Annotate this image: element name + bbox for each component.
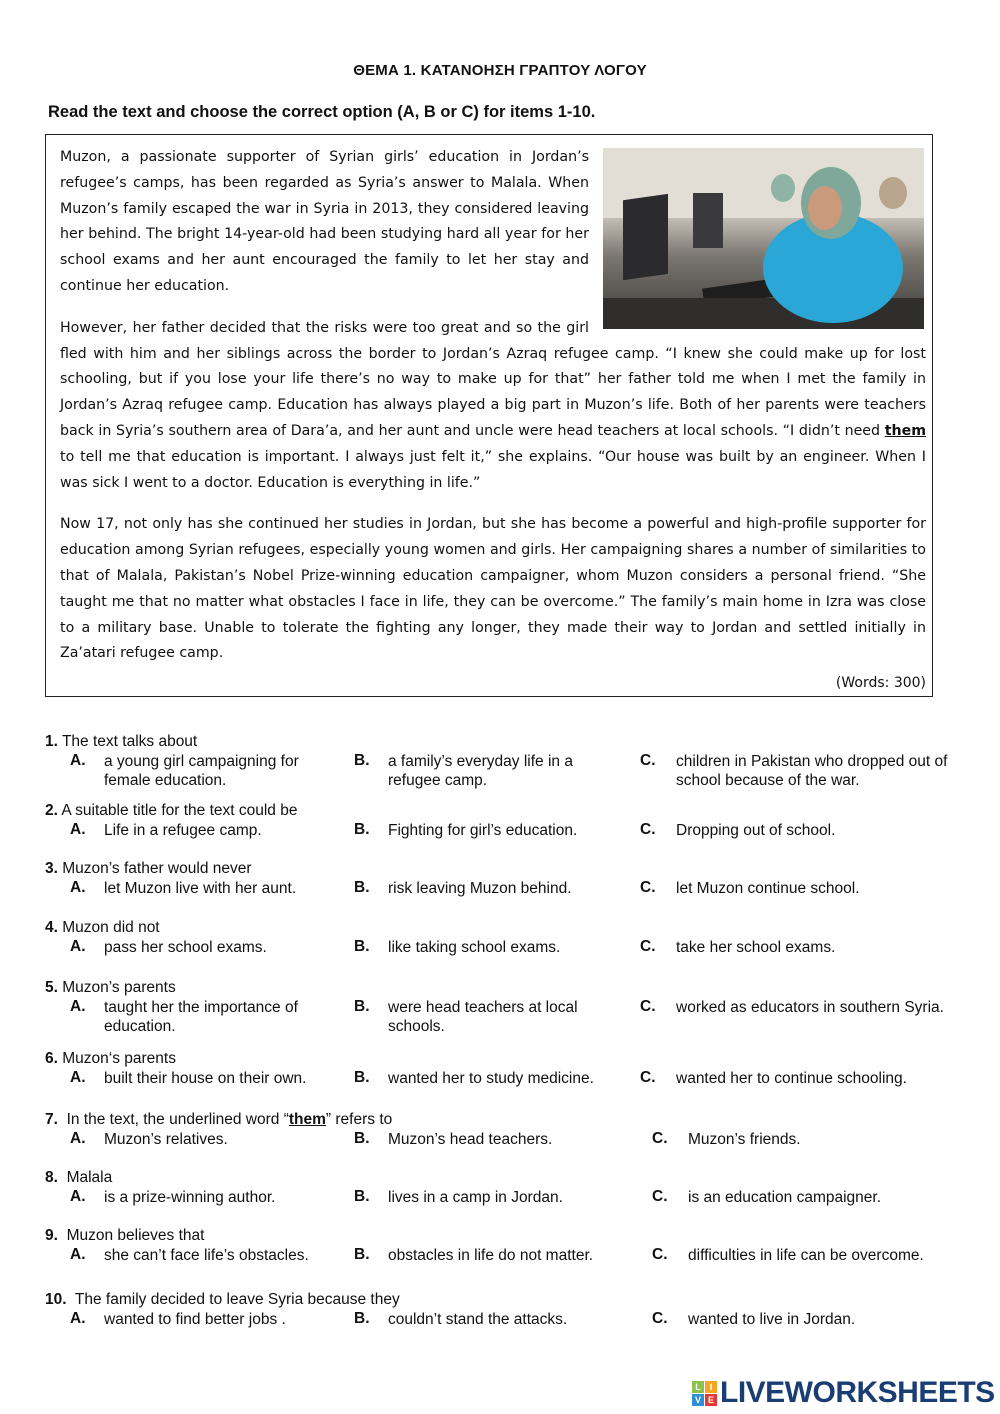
option-label: C. <box>640 998 656 1015</box>
option-label: C. <box>640 752 656 769</box>
option-label: B. <box>354 938 370 955</box>
option-label: A. <box>70 938 86 955</box>
logo-text: LIVEWORKSHEETS <box>720 1376 995 1409</box>
option-label: C. <box>652 1246 668 1263</box>
option-label: A. <box>70 998 86 1015</box>
option-a[interactable]: a young girl campaigning for female education. <box>104 753 299 789</box>
option-b[interactable]: were head teachers at local schools. <box>388 999 578 1035</box>
option-a[interactable]: she can’t face life’s obstacles. <box>104 1247 309 1264</box>
option-a[interactable]: is a prize-winning author. <box>104 1189 276 1206</box>
option-c[interactable]: worked as educators in southern Syria. <box>676 999 944 1016</box>
option-label: A. <box>70 1188 86 1205</box>
option-a[interactable]: wanted to find better jobs . <box>104 1311 286 1328</box>
passage-paragraph-1: Muzon, a passionate supporter of Syrian girls’ education in Jordan’s refugee’s camps, has been regarded as Syria’s answer to Malala. When Muzon’s family escaped the war in Syria in 2013, they considered leaving her behind. The bright 14-year-old had been studying hard all year for her school exams and her aunt encouraged the family to let her stay and continue her education. <box>60 149 589 294</box>
question-stem: 10. The family decided to leave Syria because they <box>45 1291 400 1308</box>
option-label: A. <box>70 1310 86 1327</box>
option-label: B. <box>354 1246 370 1263</box>
page-title: ΘΕΜΑ 1. ΚΑΤΑΝΟΗΣΗ ΓΡΑΠΤΟΥ ΛΟΓΟΥ <box>353 62 647 79</box>
logo-icon: L I V E <box>692 1381 717 1406</box>
option-a[interactable]: built their house on their own. <box>104 1070 307 1087</box>
option-label: B. <box>354 1069 370 1086</box>
option-b[interactable]: Muzon’s head teachers. <box>388 1131 553 1148</box>
option-label: B. <box>354 1310 370 1327</box>
passage-paragraph-3: Now 17, not only has she continued her studies in Jordan, but she has become a powerful and high-profile supporter for education among Syrian refugees, especially young women and girls. Her campaigning shares a number of similarities to that of Malala, Pakistan’s Nobel Prize-winning education campaigner, whom Muzon considers a personal friend. “She taught me that no matter what obstacles I face in life, they can be overcome.” The family’s main home in Izra was close to a military base. Unable to tolerate the fighting any longer, they made their way to Jordan and settled initially in Za’atari refugee camp. <box>60 516 926 662</box>
question-stem: 7. In the text, the underlined word “them” refers to <box>45 1111 393 1128</box>
question-stem: 3. Muzon’s father would never <box>45 860 252 877</box>
option-label: A. <box>70 879 86 896</box>
option-label: C. <box>652 1130 668 1147</box>
option-label: A. <box>70 752 86 769</box>
option-a[interactable]: taught her the importance of education. <box>104 999 298 1035</box>
question-stem: 1. The text talks about <box>45 733 198 750</box>
option-label: B. <box>354 1188 370 1205</box>
option-b[interactable]: couldn’t stand the attacks. <box>388 1311 568 1328</box>
question-stem: 6. Muzon‘s parents <box>45 1050 176 1067</box>
option-c[interactable]: wanted her to continue schooling. <box>676 1070 907 1087</box>
option-label: A. <box>70 1246 86 1263</box>
question-stem: 8. Malala <box>45 1169 113 1186</box>
reading-passage <box>45 134 933 697</box>
option-a[interactable]: let Muzon live with her aunt. <box>104 880 297 897</box>
option-c[interactable]: take her school exams. <box>676 939 836 956</box>
option-c[interactable]: children in Pakistan who dropped out of school because of the war. <box>676 753 948 789</box>
question-stem: 9. Muzon believes that <box>45 1227 205 1244</box>
option-c[interactable]: difficulties in life can be overcome. <box>688 1247 924 1264</box>
option-c[interactable]: let Muzon continue school. <box>676 880 860 897</box>
option-c[interactable]: is an education campaigner. <box>688 1189 882 1206</box>
option-label: B. <box>354 879 370 896</box>
option-label: A. <box>70 1069 86 1086</box>
option-c[interactable]: Dropping out of school. <box>676 822 836 839</box>
question-stem: 4. Muzon did not <box>45 919 160 936</box>
option-label: B. <box>354 1130 370 1147</box>
option-label: A. <box>70 1130 86 1147</box>
option-b[interactable]: lives in a camp in Jordan. <box>388 1189 563 1206</box>
underlined-word: them <box>884 422 926 439</box>
option-b[interactable]: obstacles in life do not matter. <box>388 1247 594 1264</box>
option-b[interactable]: risk leaving Muzon behind. <box>388 880 572 897</box>
option-label: C. <box>640 821 656 838</box>
option-b[interactable]: like taking school exams. <box>388 939 561 956</box>
option-b[interactable]: Fighting for girl’s education. <box>388 822 578 839</box>
option-label: C. <box>640 938 656 955</box>
option-c[interactable]: Muzon’s friends. <box>688 1131 801 1148</box>
option-a[interactable]: Life in a refugee camp. <box>104 822 262 839</box>
passage-paragraph-2: However, her father decided that the risks were too great and so the girl fled with him and her siblings across the border to Jordan’s Azraq refugee camp. “I knew she could make up for lost schooling, but if you lose your life there’s no way to make up for that” her father told me when I met the family in Jordan’s Azraq refugee camp. Education has always played a big part in Muzon’s life. Both of her parents were teachers back in Syria’s southern area of Dara’a, and her aunt and uncle were head teachers at local schools. “I didn’t need them to tell me that education is important. I always just felt it,” she explains. “Our house was built by an engineer. When I was sick I went to a doctor. Education is everything in life.” <box>60 319 926 491</box>
option-label: C. <box>652 1188 668 1205</box>
option-a[interactable]: Muzon’s relatives. <box>104 1131 228 1148</box>
option-b[interactable]: wanted her to study medicine. <box>388 1070 594 1087</box>
option-label: C. <box>640 879 656 896</box>
question-stem: 5. Muzon’s parents <box>45 979 176 996</box>
option-a[interactable]: pass her school exams. <box>104 939 267 956</box>
word-count: (Words: 300) <box>835 675 926 691</box>
option-label: C. <box>640 1069 656 1086</box>
instructions: Read the text and choose the correct option (A, B or C) for items 1-10. <box>48 103 596 121</box>
option-b[interactable]: a family’s everyday life in a refugee camp. <box>388 753 573 789</box>
option-label: B. <box>354 752 370 769</box>
option-c[interactable]: wanted to live in Jordan. <box>688 1311 856 1328</box>
photo-girl-at-computer <box>603 148 924 329</box>
option-label: C. <box>652 1310 668 1327</box>
option-label: A. <box>70 821 86 838</box>
question-stem: 2. A suitable title for the text could be <box>45 802 298 819</box>
liveworksheets-logo <box>692 1376 995 1410</box>
option-label: B. <box>354 821 370 838</box>
option-label: B. <box>354 998 370 1015</box>
